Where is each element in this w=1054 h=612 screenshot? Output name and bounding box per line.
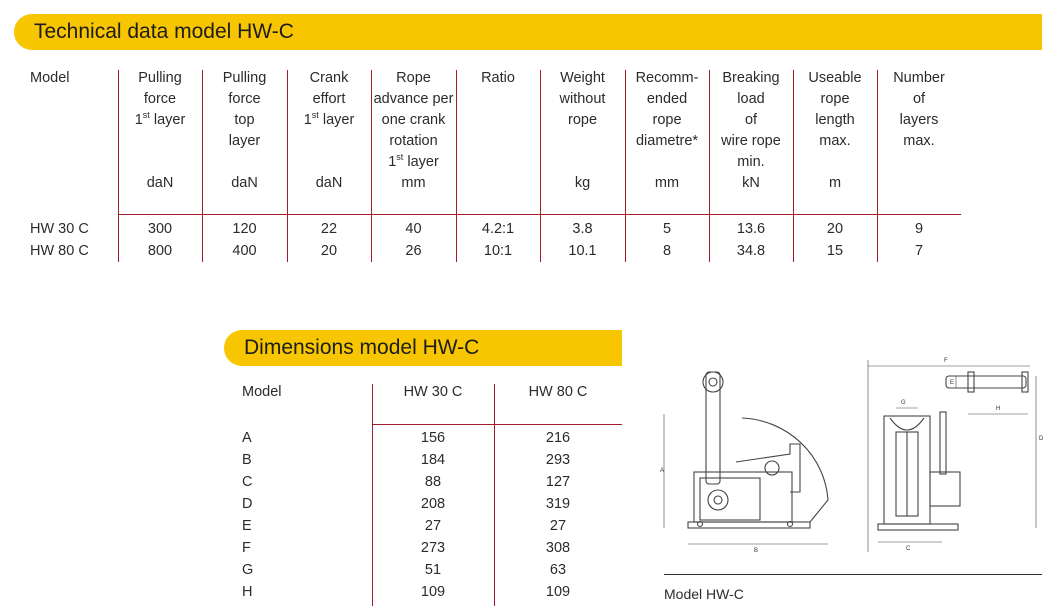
tech-header-6: Weight without rope xyxy=(559,70,606,128)
tech-header-10: Number of layers max. xyxy=(893,70,945,149)
dims-cell: 293 xyxy=(545,452,571,468)
tech-data-banner xyxy=(14,14,1042,50)
dims-header-0: Model xyxy=(242,384,282,400)
dims-cell: 216 xyxy=(545,430,571,446)
tech-unit-6: kg xyxy=(574,175,591,191)
tech-cell: 3.8 xyxy=(572,221,593,237)
dimensions-banner xyxy=(224,330,622,366)
label-g: G xyxy=(901,400,906,406)
tech-header-9: Useable rope length max. xyxy=(808,70,862,149)
tech-header-4: Rope advance per one crank rotation 1st layer xyxy=(373,70,454,170)
crank-arm xyxy=(706,372,720,484)
tech-cell: 10.1 xyxy=(568,243,597,259)
tech-cell: 34.8 xyxy=(736,243,766,259)
tech-unit-8: kN xyxy=(742,175,760,191)
dims-header-rule xyxy=(372,424,622,425)
label-f: F xyxy=(944,358,948,364)
dims-cell: 184 xyxy=(420,452,446,468)
tech-cell: 20 xyxy=(320,243,338,259)
tech-cell: 800 xyxy=(147,243,173,259)
tech-unit-9: m xyxy=(828,175,842,191)
dims-cell: 63 xyxy=(549,562,567,578)
tech-header-rule xyxy=(118,214,961,215)
dims-cell: 127 xyxy=(545,474,571,490)
tech-cell: 40 xyxy=(405,221,422,237)
dims-row-label: D xyxy=(242,496,253,512)
tech-row-model: HW 30 C xyxy=(30,221,89,237)
dims-row-label: A xyxy=(242,430,252,446)
dims-cell: 88 xyxy=(424,474,442,490)
label-e: E xyxy=(950,380,955,386)
dims-row-label: H xyxy=(242,584,253,600)
drawing-caption: Model HW-C xyxy=(664,586,744,602)
tech-unit-3: daN xyxy=(315,175,343,191)
tech-data-title: Technical data model HW-C xyxy=(34,20,294,43)
tech-cell: 26 xyxy=(405,243,422,259)
dims-row-label: E xyxy=(242,518,252,534)
tech-header-8: Breaking load of wire rope min. xyxy=(721,70,781,170)
tech-cell: 8 xyxy=(662,243,672,259)
dims-cell: 51 xyxy=(424,562,442,578)
tech-cell: 5 xyxy=(662,221,672,237)
tech-cell: 13.6 xyxy=(736,221,766,237)
tech-cell: 10:1 xyxy=(483,243,513,259)
tech-unit-1: daN xyxy=(146,175,174,191)
dims-header-1: HW 30 C xyxy=(403,384,463,400)
crank-handle-side xyxy=(946,376,1026,388)
tech-cell: 120 xyxy=(232,221,257,237)
tech-header-2: Pulling force top layer xyxy=(222,70,267,149)
tech-unit-7: mm xyxy=(654,175,680,191)
label-d: D xyxy=(1039,436,1044,442)
dimensions-title: Dimensions model HW-C xyxy=(244,336,480,359)
tech-cell: 4.2:1 xyxy=(481,221,515,237)
tech-cell: 7 xyxy=(914,243,924,259)
dims-cell: 208 xyxy=(420,496,446,512)
tech-row-model: HW 80 C xyxy=(30,243,89,259)
tech-cell: 400 xyxy=(232,243,257,259)
tech-unit-4: mm xyxy=(401,175,426,191)
dims-cell: 27 xyxy=(424,518,442,534)
tech-cell: 300 xyxy=(147,221,173,237)
tech-header-3: Crank effort 1st layer xyxy=(303,70,355,128)
tech-cell: 20 xyxy=(826,221,844,237)
dims-cell: 273 xyxy=(420,540,446,556)
crank-hub xyxy=(708,490,728,510)
dims-cell: 156 xyxy=(420,430,446,446)
dims-cell: 109 xyxy=(545,584,571,600)
dims-row-label: F xyxy=(242,540,251,556)
winch-drawing xyxy=(650,352,1050,574)
dims-row-label: G xyxy=(242,562,254,578)
dims-cell: 308 xyxy=(545,540,571,556)
caption-rule xyxy=(664,574,1042,575)
tech-cell: 22 xyxy=(320,221,338,237)
tech-header-1: Pulling force 1st layer xyxy=(134,70,186,128)
label-h: H xyxy=(996,406,1001,412)
tech-header-5: Ratio xyxy=(481,70,515,86)
drum-arc xyxy=(742,418,828,522)
dims-row-label: C xyxy=(242,474,253,490)
side-base-plate xyxy=(878,524,958,530)
dims-cell: 27 xyxy=(549,518,567,534)
dims-header-2: HW 80 C xyxy=(528,384,588,400)
dims-cell: 319 xyxy=(545,496,571,512)
dims-cell: 109 xyxy=(420,584,446,600)
label-c: C xyxy=(906,546,911,552)
dims-row-label: B xyxy=(242,452,252,468)
tech-unit-2: daN xyxy=(231,175,258,191)
tech-cell: 15 xyxy=(826,243,844,259)
tech-header-0: Model xyxy=(30,70,70,86)
label-b: B xyxy=(754,548,759,554)
tech-header-7: Recomm- ended rope diametre* xyxy=(635,70,699,149)
tech-cell: 9 xyxy=(914,221,924,237)
label-a: A xyxy=(660,468,665,474)
